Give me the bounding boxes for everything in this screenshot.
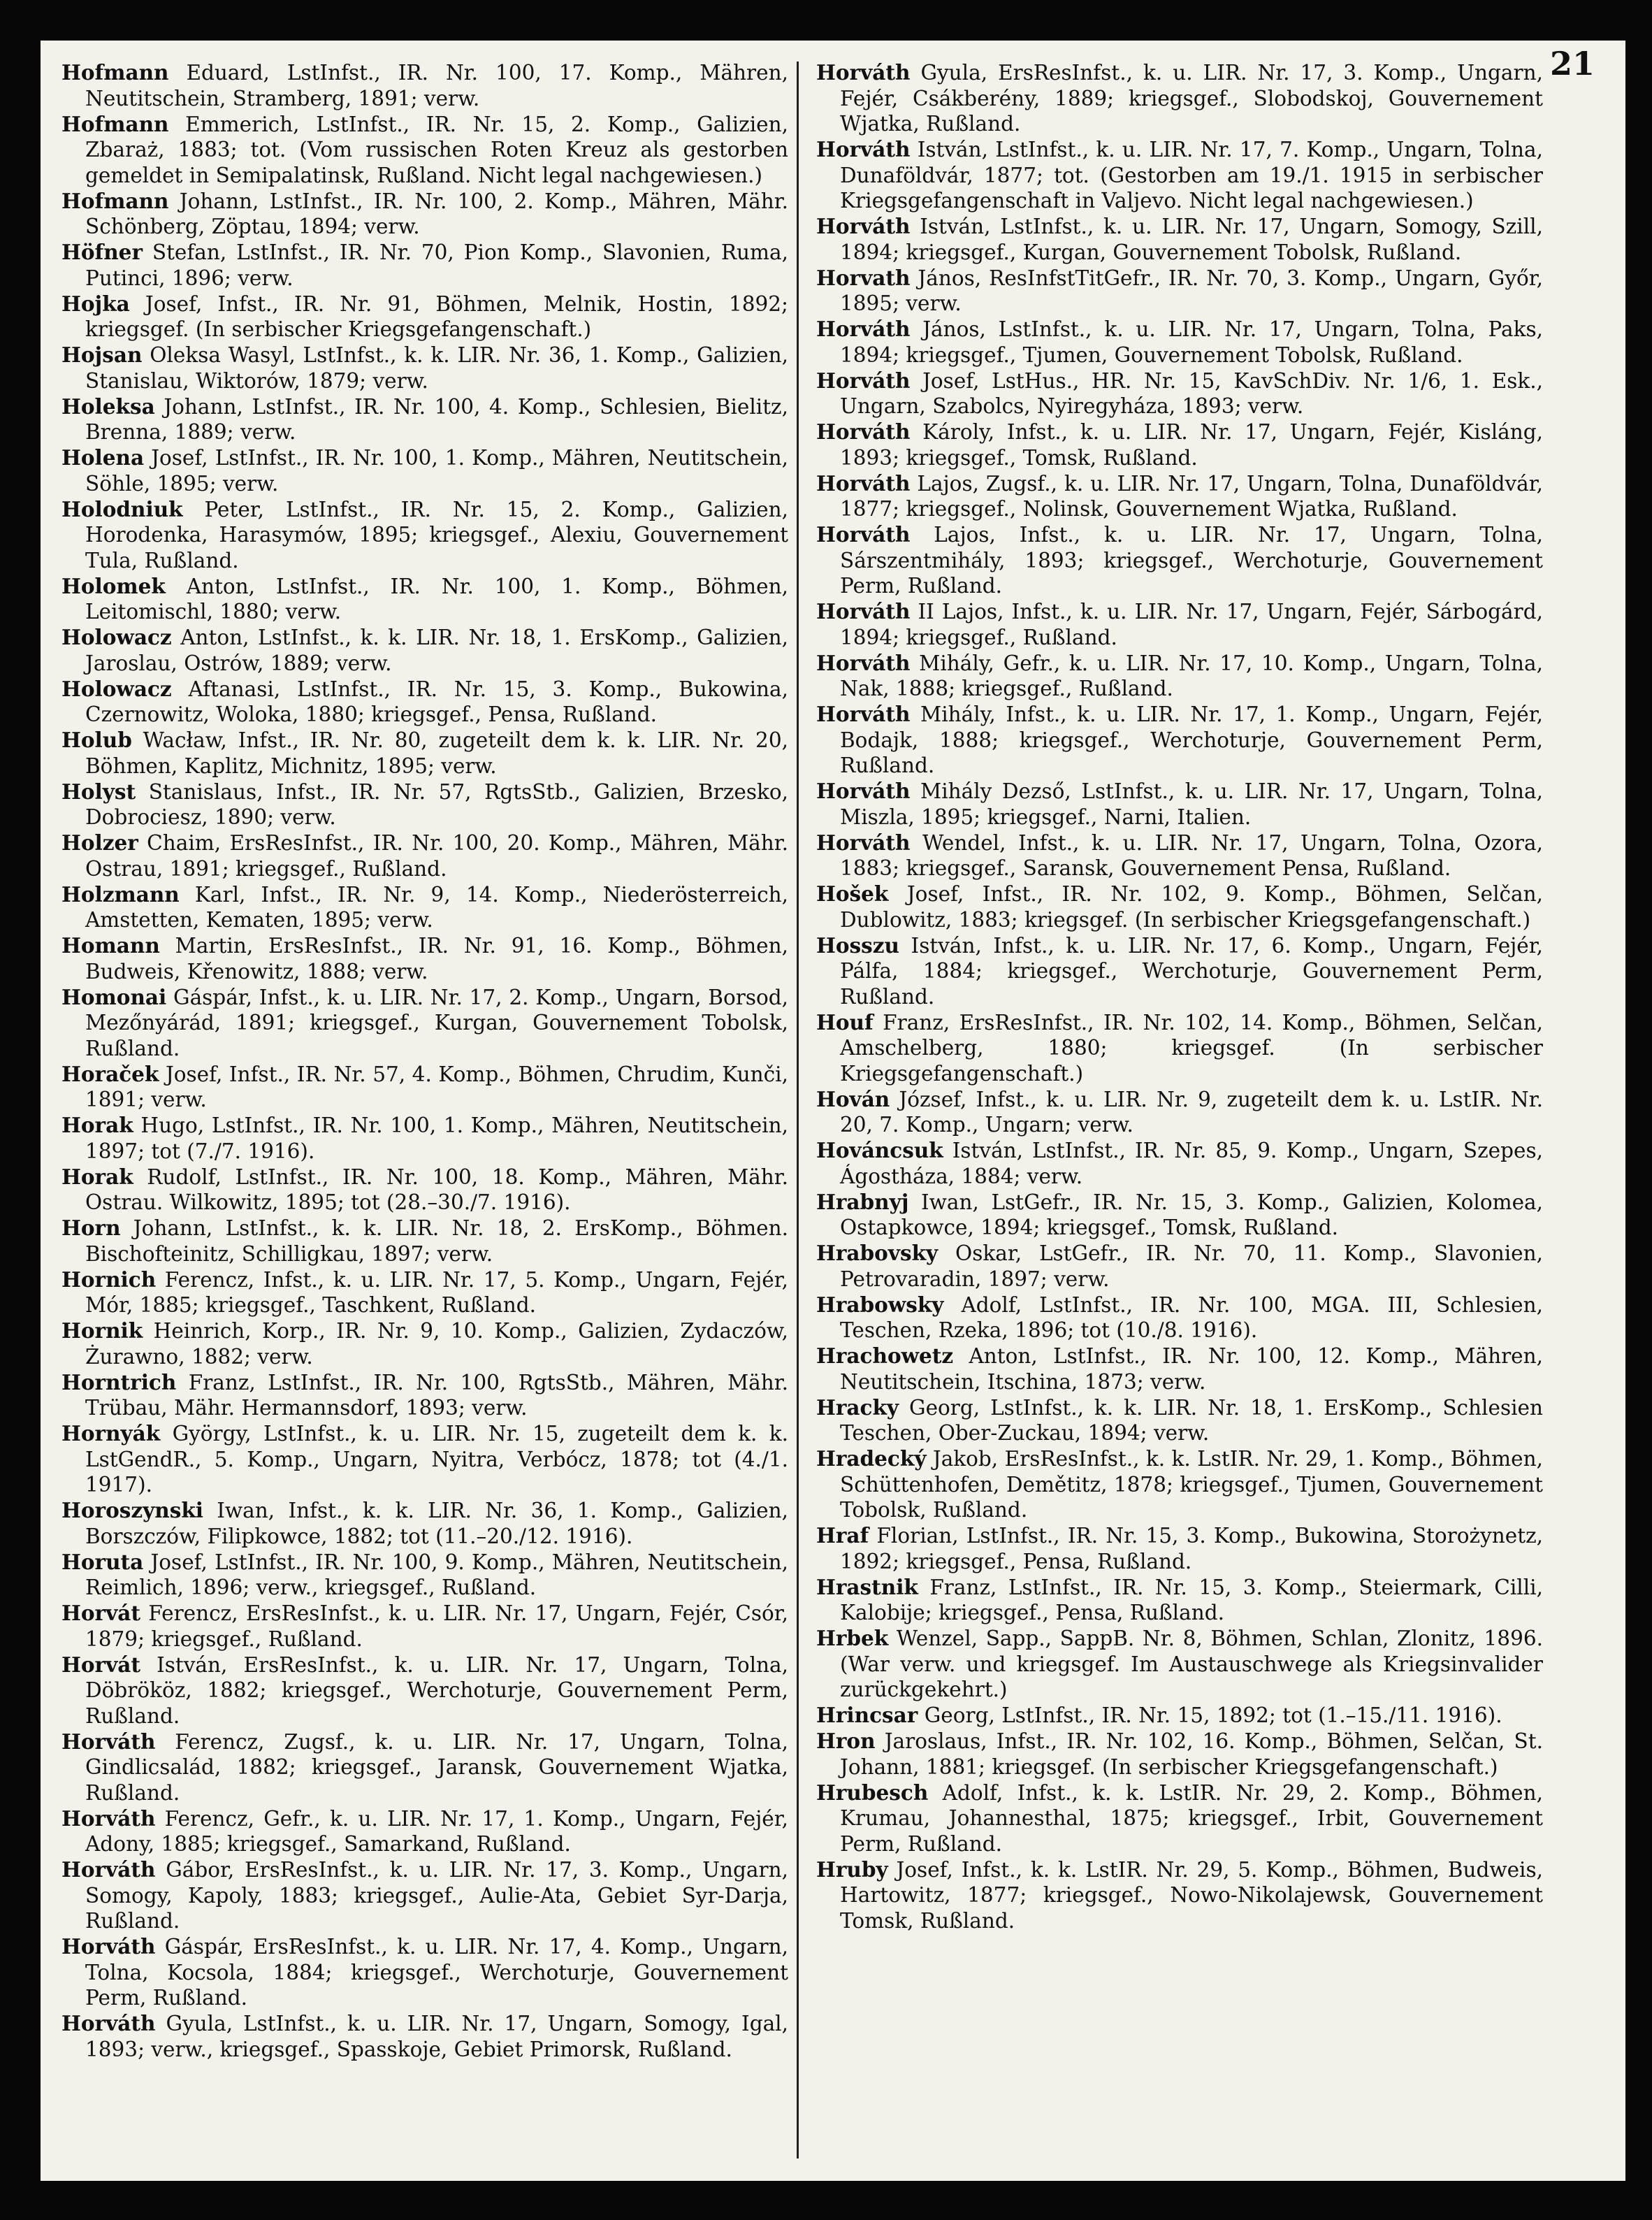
register-entry <box>61 1601 788 1652</box>
entry-details: Martin, ErsResInfst., IR. Nr. 91, 16. Komp., Böhmen, Budweis, Křenowitz, 1888; verw. <box>85 934 788 983</box>
register-entry <box>816 1729 1543 1780</box>
entry-surname: Hofmann <box>61 188 169 213</box>
entry-details: Ferencz, Zugsf., k. u. LIR. Nr. 17, Ungarn, Tolna, Gindlicsalád, 1882; kriegsgef., Jaransk, Gouvernement Wjatka, Rußland. <box>85 1729 788 1805</box>
entry-surname: Holzer <box>61 830 138 855</box>
entry-surname: Hošek <box>816 881 889 906</box>
entry-details: Florian, LstInfst., IR. Nr. 15, 3. Komp., Bukowina, Storożynetz, 1892; kriegsgef., Pensa, Rußland. <box>840 1524 1543 1573</box>
register-entry <box>61 1370 788 1421</box>
register-entry <box>816 830 1543 881</box>
entry-details: Franz, LstInfst., IR. Nr. 100, RgtsStb., Mähren, Mähr. Trübau, Mähr. Hermannsdorf, 1893; verw. <box>85 1370 788 1420</box>
entry-surname: Hrubesch <box>816 1780 929 1805</box>
entry-surname: Hornik <box>61 1318 143 1343</box>
entry-surname: Hováncsuk <box>816 1138 943 1162</box>
entry-surname: Horváth <box>61 1857 156 1882</box>
entry-details: Johann, LstInfst., k. k. LIR. Nr. 18, 2. ErsKomp., Böhmen. Bischofteinitz, Schilligkau, 1897; verw. <box>85 1216 788 1266</box>
register-entry <box>816 1857 1543 1934</box>
register-entry <box>816 881 1543 932</box>
register-entry <box>61 1806 788 1857</box>
register-entry <box>816 317 1543 368</box>
entry-surname: Hrbek <box>816 1626 889 1650</box>
entry-details: Gábor, ErsResInfst., k. u. LIR. Nr. 17, 3. Komp., Ungarn, Somogy, Kapoly, 1883; kriegsgef., Aulie-Ata, Gebiet Syr-Darja, Rußland. <box>85 1858 788 1933</box>
register-entry <box>816 137 1543 214</box>
entry-surname: Horoszynski <box>61 1498 203 1522</box>
entry-details: Heinrich, Korp., IR. Nr. 9, 10. Komp., Galizien, Zydaczów, Żurawno, 1882; verw. <box>85 1319 788 1369</box>
register-entry <box>816 1241 1543 1292</box>
entry-details: Adolf, Infst., k. k. LstIR. Nr. 29, 2. Komp., Böhmen, Krumau, Johannesthal, 1875; kriegsgef., Irbit, Gouvernement Perm, Rußland. <box>840 1780 1543 1856</box>
entry-details: Hugo, LstInfst., IR. Nr. 100, 1. Komp., Mähren, Neutitschein, 1897; tot (7./7. 1916). <box>85 1113 788 1163</box>
entry-details: János, LstInfst., k. u. LIR. Nr. 17, Ungarn, Tolna, Paks, 1894; kriegsgef., Tjumen, Gouvernement Tobolsk, Rußland. <box>840 317 1543 367</box>
entry-surname: Horak <box>61 1164 133 1189</box>
register-entry <box>61 2011 788 2062</box>
entry-details: István, LstInfst., k. u. LIR. Nr. 17, 7. Komp., Ungarn, Tolna, Dunaföldvár, 1877; tot. (Gestorben am 19./1. 1915 in serbischer Kriegsgefangenschaft in Valjevo. Nicht legal nachgewiesen.) <box>840 138 1543 212</box>
entry-details: Iwan, LstGefr., IR. Nr. 15, 3. Komp., Galizien, Kolomea, Ostapkowce, 1894; kriegsgef., Tomsk, Rußland. <box>840 1190 1543 1239</box>
entry-details: II Lajos, Infst., k. u. LIR. Nr. 17, Ungarn, Fejér, Sárbogárd, 1894; kriegsgef., Rußland. <box>840 600 1543 649</box>
entry-surname: Horváth <box>816 214 911 238</box>
entry-details: Mihály, Gefr., k. u. LIR. Nr. 17, 10. Komp., Ungarn, Tolna, Nak, 1888; kriegsgef., Rußland. <box>840 651 1543 700</box>
entry-surname: Homonai <box>61 984 167 1009</box>
register-entry <box>61 189 788 240</box>
register-entry <box>61 1062 788 1113</box>
entry-surname: Hradecký <box>816 1446 927 1471</box>
entry-details: Gyula, ErsResInfst., k. u. LIR. Nr. 17, 3. Komp., Ungarn, Fejér, Csákberény, 1889; kriegsgef., Slobodskoj, Gouvernement Wjatka, Rußland. <box>840 61 1543 136</box>
entry-surname: Horváth <box>816 779 911 803</box>
register-entry <box>61 445 788 496</box>
register-entry <box>61 60 788 111</box>
entry-details: Anton, LstInfst., IR. Nr. 100, 12. Komp., Mähren, Neutitschein, Itschina, 1873; verw. <box>840 1344 1543 1394</box>
register-entry <box>61 1652 788 1729</box>
column-divider <box>797 62 799 2158</box>
entry-surname: Horaček <box>61 1061 159 1086</box>
entry-surname: Hracky <box>816 1394 899 1420</box>
entry-details: Rudolf, LstInfst., IR. Nr. 100, 18. Komp., Mähren, Mähr. Ostrau. Wilkowitz, 1895; tot (28.–30./7. 1916). <box>85 1165 788 1214</box>
entry-surname: Hrabnyj <box>816 1189 909 1214</box>
entry-surname: Horváth <box>61 2011 156 2035</box>
entry-surname: Horuta <box>61 1549 144 1574</box>
register-entry <box>816 1446 1543 1523</box>
entry-surname: Horváth <box>816 650 911 675</box>
register-entry <box>61 779 788 830</box>
register-entry <box>61 1729 788 1806</box>
register-entry <box>61 933 788 984</box>
entry-surname: Hojka <box>61 291 130 316</box>
register-entry <box>816 933 1543 1010</box>
register-entry <box>61 343 788 394</box>
register-entry <box>61 112 788 189</box>
register-entry <box>816 1010 1543 1087</box>
entry-details: Wenzel, Sapp., SappB. Nr. 8, Böhmen, Schlan, Zlonitz, 1896. (War verw. und kriegsgef. Im Austauschwege als Kriegsinvalider zurückgekehrt.) <box>840 1627 1543 1701</box>
left-column <box>61 60 788 2063</box>
entry-surname: Homann <box>61 933 160 958</box>
entry-details: Anton, LstInfst., k. k. LIR. Nr. 18, 1. ErsKomp., Galizien, Jaroslau, Ostrów, 1889; verw. <box>85 626 788 675</box>
entry-details: Josef, Infst., IR. Nr. 91, Böhmen, Melnik, Hostin, 1892; kriegsgef. (In serbischer Kriegsgefangenschaft.) <box>85 291 788 341</box>
entry-details: Georg, LstInfst., IR. Nr. 15, 1892; tot (1.–15./11. 1916). <box>924 1703 1502 1727</box>
entry-details: Peter, LstInfst., IR. Nr. 15, 2. Komp., Galizien, Horodenka, Harasymów, 1895; kriegsgef., Alexiu, Gouvernement Tula, Rußland. <box>85 497 788 572</box>
right-column <box>816 60 1543 1934</box>
entry-surname: Hrabowsky <box>816 1292 944 1317</box>
entry-surname: Horn <box>61 1216 121 1240</box>
entry-details: Károly, Infst., k. u. LIR. Nr. 17, Ungarn, Fejér, Kisláng, 1893; kriegsgef., Tomsk, Rußland. <box>840 420 1543 470</box>
entry-details: Karl, Infst., IR. Nr. 9, 14. Komp., Niederösterreich, Amstetten, Kematen, 1895; verw. <box>85 882 788 932</box>
register-entry <box>816 1343 1543 1394</box>
entry-surname: Hofmann <box>61 111 169 136</box>
entry-surname: Holzmann <box>61 881 180 907</box>
entry-details: Iwan, Infst., k. k. LIR. Nr. 36, 1. Komp., Galizien, Borszczów, Filipkowce, 1882; tot (11.–20./12. 1916). <box>85 1499 788 1548</box>
register-entry <box>61 1165 788 1216</box>
entry-surname: Horváth <box>61 1729 156 1754</box>
register-entry <box>816 702 1543 779</box>
entry-details: József, Infst., k. u. LIR. Nr. 9, zugeteilt dem k. u. LstIR. Nr. 20, 7. Komp., Ungarn; verw. <box>840 1087 1543 1137</box>
register-entry <box>816 779 1543 830</box>
entry-surname: Horváth <box>61 1934 156 1959</box>
entry-details: István, LstInfst., k. u. LIR. Nr. 17, Ungarn, Somogy, Szill, 1894; kriegsgef., Kurgan, Gouvernement Tobolsk, Rußland. <box>840 215 1543 264</box>
entry-details: Franz, LstInfst., IR. Nr. 15, 3. Komp., Steiermark, Cilli, Kalobije; kriegsgef., Pensa, Rußland. <box>840 1575 1543 1624</box>
register-entry <box>61 625 788 676</box>
entry-surname: Horvath <box>816 265 911 290</box>
entry-details: Oleksa Wasyl, LstInfst., k. k. LIR. Nr. 36, 1. Komp., Galizien, Stanislau, Wiktorów, 1879; verw. <box>85 343 788 393</box>
register-entry <box>61 1498 788 1549</box>
entry-details: Josef, LstInfst., IR. Nr. 100, 9. Komp., Mähren, Neutitschein, Reimlich, 1896; verw., kriegsgef., Rußland. <box>85 1550 788 1599</box>
entry-details: Ferencz, Gefr., k. u. LIR. Nr. 17, 1. Komp., Ungarn, Fejér, Adony, 1885; kriegsgef., Samarkand, Rußland. <box>85 1806 788 1856</box>
entry-details: Josef, LstInfst., IR. Nr. 100, 1. Komp., Mähren, Neutitschein, Söhle, 1895; verw. <box>85 446 788 496</box>
register-entry <box>816 1138 1543 1189</box>
register-entry <box>61 830 788 881</box>
register-entry <box>816 1780 1543 1857</box>
entry-details: Stanislaus, Infst., IR. Nr. 57, RgtsStb., Galizien, Brzesko, Dobrociesz, 1890; verw. <box>85 779 788 829</box>
entry-surname: Holowacz <box>61 676 172 701</box>
entry-details: Ferencz, ErsResInfst., k. u. LIR. Nr. 17, Ungarn, Fejér, Csór, 1879; kriegsgef., Rußland. <box>85 1601 788 1651</box>
register-entry <box>61 497 788 574</box>
register-entry <box>816 522 1543 599</box>
register-entry <box>61 1318 788 1369</box>
register-entry <box>61 1857 788 1934</box>
entry-details: Wendel, Infst., k. u. LIR. Nr. 17, Ungarn, Tolna, Ozora, 1883; kriegsgef., Saransk, Gouvernement Pensa, Rußland. <box>840 830 1543 880</box>
register-entry <box>816 266 1543 317</box>
entry-details: Ferencz, Infst., k. u. LIR. Nr. 17, 5. Komp., Ungarn, Fejér, Mór, 1885; kriegsgef., Taschkent, Rußland. <box>85 1267 788 1317</box>
entry-details: Gáspár, Infst., k. u. LIR. Nr. 17, 2. Komp., Ungarn, Borsod, Mezőnyárád, 1891; kriegsgef., Kurgan, Gouvernement Tobolsk, Rußland. <box>85 985 788 1060</box>
entry-surname: Horntrich <box>61 1369 177 1394</box>
entry-details: Josef, Infst., k. k. LstIR. Nr. 29, 5. Komp., Böhmen, Budweis, Hartowitz, 1877; kriegsgef., Nowo-Nikolajewsk, Gouvernement Tomsk, Rußland. <box>840 1857 1543 1933</box>
register-entry <box>61 1550 788 1601</box>
entry-surname: Hojsan <box>61 343 143 367</box>
entry-surname: Horváth <box>816 419 911 444</box>
entry-details: Mihály, Infst., k. u. LIR. Nr. 17, 1. Komp., Ungarn, Fejér, Bodajk, 1888; kriegsgef., Werchoturje, Gouvernement Perm, Rußland. <box>840 702 1543 777</box>
entry-surname: Hrabovsky <box>816 1241 939 1265</box>
entry-details: György, LstInfst., k. u. LIR. Nr. 15, zugeteilt dem k. k. LstGendR., 5. Komp., Ungarn, Nyitra, Verbócz, 1878; tot (4./1. 1917). <box>85 1422 788 1497</box>
register-entry <box>816 1190 1543 1241</box>
entry-surname: Hosszu <box>816 932 899 958</box>
register-entry <box>61 1113 788 1164</box>
entry-details: Emmerich, LstInfst., IR. Nr. 15, 2. Komp., Galizien, Zbaraż, 1883; tot. (Vom russischen Roten Kreuz als gestorben gemeldet in Semipalatinsk, Rußland. Nicht legal nachgewiesen.) <box>85 112 788 187</box>
register-entry <box>816 1523 1543 1574</box>
register-entry <box>816 368 1543 419</box>
entry-surname: Houf <box>816 1009 874 1035</box>
register-entry <box>61 291 788 343</box>
entry-details: Adolf, LstInfst., IR. Nr. 100, MGA. III, Schlesien, Teschen, Rzeka, 1896; tot (10./8. 1916). <box>840 1292 1543 1342</box>
entry-surname: Horváth <box>816 60 911 85</box>
register-entry <box>816 599 1543 650</box>
entry-details: Wacław, Infst., IR. Nr. 80, zugeteilt dem k. k. LIR. Nr. 20, Böhmen, Kaplitz, Michnitz, 1895; verw. <box>85 728 788 778</box>
entry-surname: Horváth <box>816 522 911 547</box>
entry-surname: Hron <box>816 1729 876 1753</box>
document-page <box>41 41 1625 2181</box>
register-entry <box>816 60 1543 137</box>
entry-surname: Horváth <box>61 1805 156 1831</box>
entry-surname: Holowacz <box>61 625 172 649</box>
entry-surname: Horváth <box>816 317 911 341</box>
entry-details: Mihály Dezső, LstInfst., k. u. LIR. Nr. 17, Ungarn, Tolna, Miszla, 1895; kriegsgef., Narni, Italien. <box>840 779 1543 829</box>
entry-surname: Holeksa <box>61 394 155 419</box>
entry-details: Johann, LstInfst., IR. Nr. 100, 2. Komp., Mähren, Mähr. Schönberg, Zöptau, 1894; verw. <box>85 189 788 238</box>
entry-details: Gyula, LstInfst., k. u. LIR. Nr. 17, Ungarn, Somogy, Igal, 1893; verw., kriegsgef., Spasskoje, Gebiet Primorsk, Rußland. <box>85 2012 788 2061</box>
entry-surname: Hován <box>816 1086 890 1111</box>
register-entry <box>61 1421 788 1498</box>
register-entry <box>816 471 1543 522</box>
entry-surname: Horak <box>61 1113 133 1137</box>
register-entry <box>61 728 788 779</box>
entry-surname: Hofmann <box>61 60 169 85</box>
register-entry <box>61 240 788 291</box>
entry-surname: Holomek <box>61 573 166 598</box>
register-entry <box>816 1703 1543 1729</box>
register-entry <box>61 394 788 445</box>
register-entry <box>816 214 1543 265</box>
entry-details: János, ResInfstTitGefr., IR. Nr. 70, 3. Komp., Ungarn, Győr, 1895; verw. <box>840 266 1543 315</box>
entry-details: Eduard, LstInfst., IR. Nr. 100, 17. Komp., Mähren, Neutitschein, Stramberg, 1891; verw. <box>85 61 788 110</box>
register-entry <box>816 1087 1543 1138</box>
entry-details: Lajos, Zugsf., k. u. LIR. Nr. 17, Ungarn, Tolna, Dunaföldvár, 1877; kriegsgef., Nolinsk, Gouvernement Wjatka, Rußland. <box>840 471 1543 521</box>
page-number: 21 <box>1549 45 1595 82</box>
register-entry <box>816 651 1543 702</box>
entry-surname: Höfner <box>61 240 143 264</box>
register-entry <box>816 1626 1543 1703</box>
register-entry <box>61 985 788 1062</box>
entry-surname: Holub <box>61 728 132 752</box>
entry-surname: Holena <box>61 445 145 470</box>
entry-surname: Horváth <box>816 702 911 726</box>
entry-surname: Horváth <box>816 137 911 161</box>
entry-details: Chaim, ErsResInfst., IR. Nr. 100, 20. Komp., Mähren, Mähr. Ostrau, 1891; kriegsgef., Rußland. <box>85 831 788 881</box>
entry-details: Josef, LstHus., HR. Nr. 15, KavSchDiv. Nr. 1/6, 1. Esk., Ungarn, Szabolcs, Nyiregyháza, 1893; verw. <box>840 368 1543 418</box>
entry-details: Josef, Infst., IR. Nr. 102, 9. Komp., Böhmen, Selčan, Dublowitz, 1883; kriegsgef. (In serbischer Kriegsgefangenschaft.) <box>840 882 1543 932</box>
register-entry <box>61 1934 788 2011</box>
entry-surname: Hraf <box>816 1523 869 1548</box>
entry-details: Franz, ErsResInfst., IR. Nr. 102, 14. Komp., Böhmen, Selčan, Amschelberg, 1880; kriegsgef. (In serbischer Kriegsgefangenschaft.) <box>840 1010 1543 1086</box>
entry-details: Aftanasi, LstInfst., IR. Nr. 15, 3. Komp., Bukowina, Czernowitz, Woloka, 1880; kriegsgef., Pensa, Rußland. <box>85 677 788 726</box>
entry-details: István, Infst., k. u. LIR. Nr. 17, 6. Komp., Ungarn, Fejér, Pálfa, 1884; kriegsgef., Werchoturje, Gouvernement Perm, Rußland. <box>840 933 1543 1009</box>
entry-details: Georg, LstInfst., k. k. LIR. Nr. 18, 1. ErsKomp., Schlesien Teschen, Ober-Zuckau, 1894; verw. <box>840 1395 1543 1445</box>
entry-surname: Hrachowetz <box>816 1343 954 1368</box>
entry-details: István, LstInfst., IR. Nr. 85, 9. Komp., Ungarn, Szepes, Ágostháza, 1884; verw. <box>840 1139 1543 1188</box>
entry-surname: Hrastnik <box>816 1574 918 1599</box>
register-entry <box>816 1292 1543 1343</box>
entry-details: Lajos, Infst., k. u. LIR. Nr. 17, Ungarn, Tolna, Sárszentmihály, 1893; kriegsgef., Werchoturje, Gouvernement Perm, Rußland. <box>840 523 1543 598</box>
entry-surname: Horváth <box>816 830 911 855</box>
entry-surname: Horvát <box>61 1601 140 1625</box>
entry-details: Johann, LstInfst., IR. Nr. 100, 4. Komp., Schlesien, Bielitz, Brenna, 1889; verw. <box>85 394 788 444</box>
entry-surname: Hrincsar <box>816 1703 918 1727</box>
register-entry <box>61 677 788 728</box>
entry-surname: Horvát <box>61 1652 140 1677</box>
entry-details: Jaroslaus, Infst., IR. Nr. 102, 16. Komp., Böhmen, Selčan, St. Johann, 1881; kriegsgef. (In serbischer Kriegsgefangenschaft.) <box>840 1729 1543 1779</box>
register-entry <box>61 574 788 625</box>
entry-details: Josef, Infst., IR. Nr. 57, 4. Komp., Böhmen, Chrudim, Kunči, 1891; verw. <box>85 1062 788 1111</box>
entry-details: Oskar, LstGefr., IR. Nr. 70, 11. Komp., Slavonien, Petrovaradin, 1897; verw. <box>840 1241 1543 1291</box>
entry-surname: Horváth <box>816 599 911 624</box>
entry-surname: Horváth <box>816 368 911 393</box>
register-entry <box>816 419 1543 470</box>
entry-surname: Hornich <box>61 1267 157 1292</box>
register-entry <box>61 882 788 933</box>
entry-details: Jakob, ErsResInfst., k. k. LstIR. Nr. 29, 1. Komp., Böhmen, Schüttenhofen, Demětitz, 1878; kriegsgef., Tjumen, Gouvernement Tobolsk, Rußland. <box>840 1447 1543 1522</box>
entry-surname: Horváth <box>816 470 911 496</box>
entry-details: Anton, LstInfst., IR. Nr. 100, 1. Komp., Böhmen, Leitomischl, 1880; verw. <box>85 574 788 624</box>
entry-details: Stefan, LstInfst., IR. Nr. 70, Pion Komp., Slavonien, Ruma, Putinci, 1896; verw. <box>85 240 788 290</box>
register-entry <box>816 1395 1543 1446</box>
entry-details: István, ErsResInfst., k. u. LIR. Nr. 17, Ungarn, Tolna, Döbrököz, 1882; kriegsgef., Werchoturje, Gouvernement Perm, Rußland. <box>85 1652 788 1728</box>
entry-surname: Hruby <box>816 1857 888 1882</box>
entry-surname: Hornyák <box>61 1421 161 1446</box>
entry-details: Gáspár, ErsResInfst., k. u. LIR. Nr. 17, 4. Komp., Ungarn, Tolna, Kocsola, 1884; kriegsgef., Werchoturje, Gouvernement Perm, Rußland. <box>85 1935 788 2010</box>
entry-surname: Holyst <box>61 779 136 804</box>
register-entry <box>61 1267 788 1318</box>
register-entry <box>816 1575 1543 1626</box>
entry-surname: Holodniuk <box>61 496 183 521</box>
register-entry <box>61 1216 788 1267</box>
